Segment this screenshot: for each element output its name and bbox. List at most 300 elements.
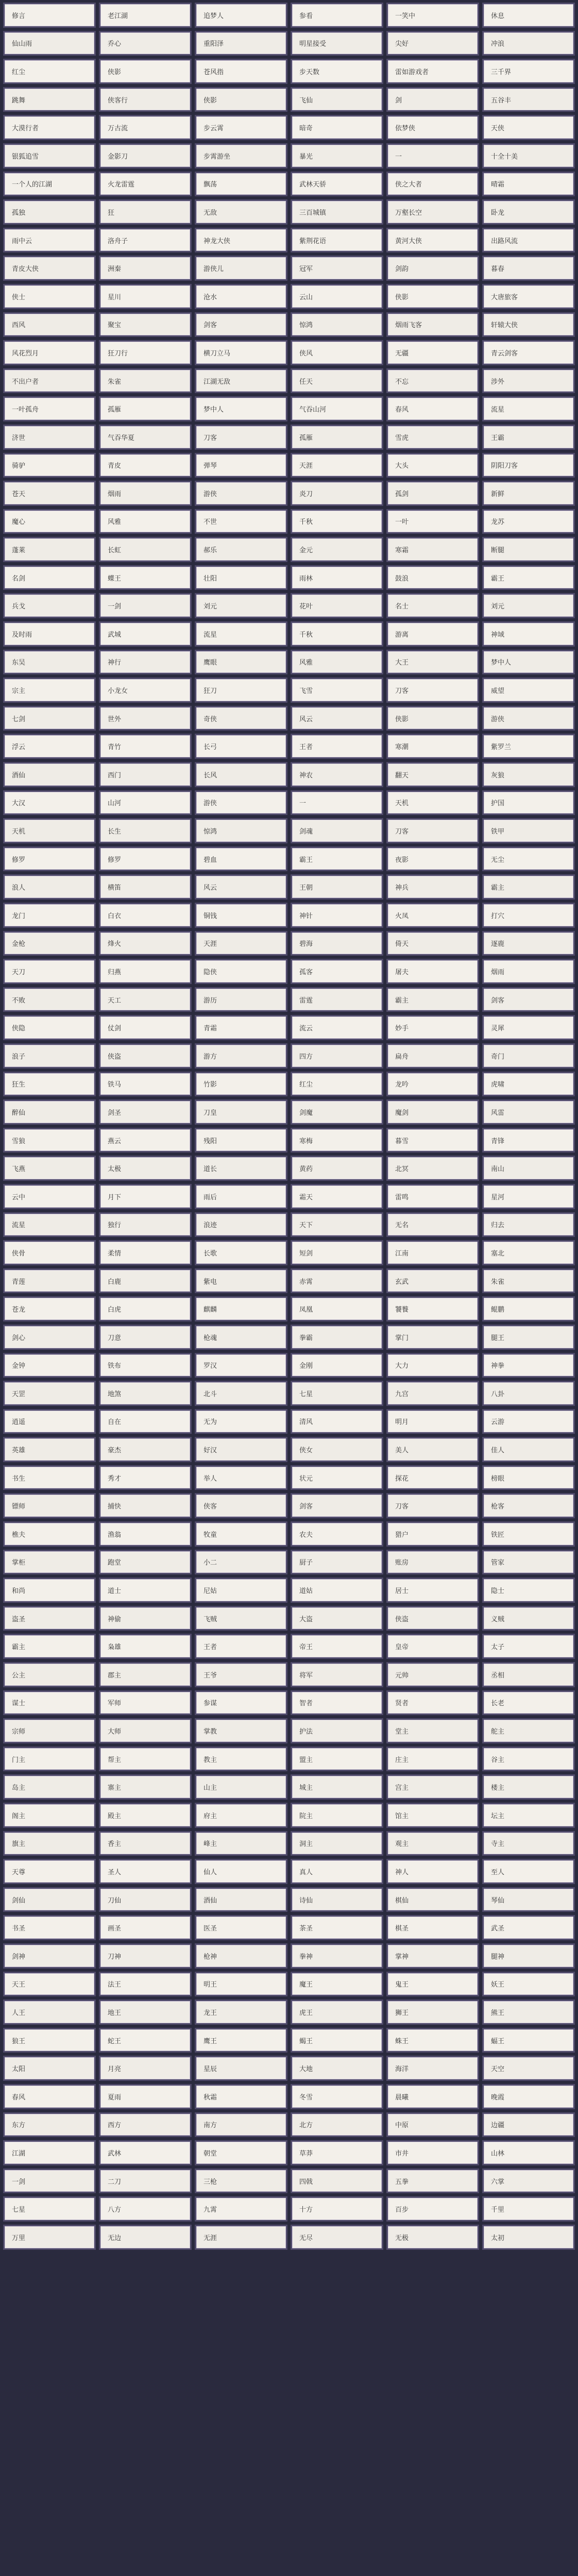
grid-cell[interactable]	[99, 2028, 192, 2053]
grid-cell[interactable]	[3, 2028, 96, 2053]
grid-cell[interactable]	[195, 1072, 287, 1097]
grid-cell[interactable]	[99, 818, 192, 843]
grid-cell[interactable]	[195, 846, 287, 872]
grid-cell[interactable]	[99, 3, 192, 28]
grid-cell[interactable]	[482, 1493, 575, 1518]
grid-cell[interactable]	[195, 1184, 287, 1209]
grid-cell[interactable]	[291, 59, 383, 84]
grid-cell[interactable]	[291, 115, 383, 140]
grid-cell[interactable]	[386, 1465, 479, 1490]
grid-cell[interactable]	[482, 565, 575, 590]
grid-cell[interactable]	[99, 1043, 192, 1069]
grid-cell[interactable]	[99, 1859, 192, 1884]
grid-cell[interactable]	[291, 1831, 383, 1856]
grid-cell[interactable]	[99, 1634, 192, 1659]
grid-cell[interactable]	[386, 425, 479, 450]
grid-cell[interactable]	[386, 677, 479, 703]
grid-cell[interactable]	[3, 425, 96, 450]
grid-cell[interactable]	[195, 509, 287, 534]
grid-cell[interactable]	[482, 1999, 575, 2025]
grid-cell[interactable]	[482, 1128, 575, 1153]
grid-cell[interactable]	[99, 1493, 192, 1518]
grid-cell[interactable]	[386, 340, 479, 365]
grid-cell[interactable]	[386, 1437, 479, 1462]
grid-cell[interactable]	[99, 1803, 192, 1828]
grid-cell[interactable]	[291, 1718, 383, 1743]
grid-cell[interactable]	[3, 1521, 96, 1547]
grid-cell[interactable]	[482, 1240, 575, 1265]
grid-cell[interactable]	[3, 1353, 96, 1378]
grid-cell[interactable]	[291, 453, 383, 478]
grid-cell[interactable]	[386, 199, 479, 225]
grid-cell[interactable]	[3, 1718, 96, 1743]
grid-cell[interactable]	[291, 199, 383, 225]
grid-cell[interactable]	[3, 3, 96, 28]
grid-cell[interactable]	[291, 312, 383, 337]
grid-cell[interactable]	[3, 1325, 96, 1350]
grid-cell[interactable]	[482, 1521, 575, 1547]
grid-cell[interactable]	[99, 2084, 192, 2109]
grid-cell[interactable]	[195, 1578, 287, 1603]
grid-cell[interactable]	[3, 1550, 96, 1575]
grid-cell[interactable]	[99, 453, 192, 478]
grid-cell[interactable]	[386, 1774, 479, 1800]
grid-cell[interactable]	[386, 284, 479, 309]
grid-cell[interactable]	[195, 340, 287, 365]
grid-cell[interactable]	[386, 31, 479, 56]
grid-cell[interactable]	[99, 2168, 192, 2194]
grid-cell[interactable]	[3, 2140, 96, 2165]
grid-cell[interactable]	[291, 228, 383, 253]
grid-cell[interactable]	[3, 650, 96, 675]
grid-cell[interactable]	[99, 1072, 192, 1097]
grid-cell[interactable]	[3, 199, 96, 225]
grid-cell[interactable]	[386, 593, 479, 618]
grid-cell[interactable]	[386, 846, 479, 872]
grid-cell[interactable]	[195, 959, 287, 984]
grid-cell[interactable]	[482, 199, 575, 225]
grid-cell[interactable]	[482, 2140, 575, 2165]
grid-cell[interactable]	[99, 1381, 192, 1406]
grid-cell[interactable]	[291, 790, 383, 816]
grid-cell[interactable]	[99, 31, 192, 56]
grid-cell[interactable]	[99, 1521, 192, 1547]
grid-cell[interactable]	[195, 593, 287, 618]
grid-cell[interactable]	[386, 565, 479, 590]
grid-cell[interactable]	[386, 1550, 479, 1575]
grid-cell[interactable]	[99, 734, 192, 759]
grid-cell[interactable]	[482, 1156, 575, 1181]
grid-cell[interactable]	[482, 143, 575, 168]
grid-cell[interactable]	[99, 593, 192, 618]
grid-cell[interactable]	[3, 621, 96, 647]
grid-cell[interactable]	[3, 734, 96, 759]
grid-cell[interactable]	[386, 2056, 479, 2081]
grid-cell[interactable]	[195, 284, 287, 309]
grid-cell[interactable]	[291, 1803, 383, 1828]
grid-cell[interactable]	[3, 2112, 96, 2138]
grid-cell[interactable]	[291, 874, 383, 900]
grid-cell[interactable]	[291, 1381, 383, 1406]
grid-cell[interactable]	[3, 959, 96, 984]
grid-cell[interactable]	[386, 1015, 479, 1040]
grid-cell[interactable]	[291, 1437, 383, 1462]
grid-cell[interactable]	[386, 1943, 479, 1969]
grid-cell[interactable]	[195, 621, 287, 647]
grid-cell[interactable]	[482, 1381, 575, 1406]
grid-cell[interactable]	[291, 1072, 383, 1097]
grid-cell[interactable]	[386, 959, 479, 984]
grid-cell[interactable]	[195, 1521, 287, 1547]
grid-cell[interactable]	[3, 2056, 96, 2081]
grid-cell[interactable]	[291, 1634, 383, 1659]
grid-cell[interactable]	[482, 903, 575, 928]
grid-cell[interactable]	[195, 987, 287, 1012]
grid-cell[interactable]	[99, 1409, 192, 1434]
grid-cell[interactable]	[386, 1578, 479, 1603]
grid-cell[interactable]	[3, 340, 96, 365]
grid-cell[interactable]	[482, 1606, 575, 1631]
grid-cell[interactable]	[3, 228, 96, 253]
grid-cell[interactable]	[386, 1296, 479, 1321]
grid-cell[interactable]	[195, 2225, 287, 2250]
grid-cell[interactable]	[99, 1296, 192, 1321]
grid-cell[interactable]	[386, 1156, 479, 1181]
grid-cell[interactable]	[195, 368, 287, 394]
grid-cell[interactable]	[482, 1550, 575, 1575]
grid-cell[interactable]	[291, 3, 383, 28]
grid-cell[interactable]	[386, 228, 479, 253]
grid-cell[interactable]	[195, 2140, 287, 2165]
grid-cell[interactable]	[3, 312, 96, 337]
grid-cell[interactable]	[386, 59, 479, 84]
grid-cell[interactable]	[99, 903, 192, 928]
grid-cell[interactable]	[195, 1662, 287, 1687]
grid-cell[interactable]	[195, 931, 287, 956]
grid-cell[interactable]	[195, 143, 287, 168]
grid-cell[interactable]	[195, 1915, 287, 1940]
grid-cell[interactable]	[291, 621, 383, 647]
grid-cell[interactable]	[99, 1156, 192, 1181]
grid-cell[interactable]	[482, 3, 575, 28]
grid-cell[interactable]	[99, 368, 192, 394]
grid-cell[interactable]	[386, 706, 479, 731]
grid-cell[interactable]	[386, 1718, 479, 1743]
grid-cell[interactable]	[482, 2168, 575, 2194]
grid-cell[interactable]	[195, 228, 287, 253]
grid-cell[interactable]	[3, 1859, 96, 1884]
grid-cell[interactable]	[99, 959, 192, 984]
grid-cell[interactable]	[195, 2028, 287, 2053]
grid-cell[interactable]	[99, 650, 192, 675]
grid-cell[interactable]	[195, 1999, 287, 2025]
grid-cell[interactable]	[195, 1943, 287, 1969]
grid-cell[interactable]	[99, 987, 192, 1012]
grid-cell[interactable]	[386, 1690, 479, 1716]
grid-cell[interactable]	[195, 1747, 287, 1772]
grid-cell[interactable]	[482, 1915, 575, 1940]
grid-cell[interactable]	[386, 172, 479, 197]
grid-cell[interactable]	[291, 903, 383, 928]
grid-cell[interactable]	[3, 874, 96, 900]
grid-cell[interactable]	[291, 1747, 383, 1772]
grid-cell[interactable]	[3, 1409, 96, 1434]
grid-cell[interactable]	[195, 706, 287, 731]
grid-cell[interactable]	[99, 1099, 192, 1125]
grid-cell[interactable]	[291, 1578, 383, 1603]
grid-cell[interactable]	[482, 621, 575, 647]
grid-cell[interactable]	[99, 1774, 192, 1800]
grid-cell[interactable]	[386, 874, 479, 900]
grid-cell[interactable]	[482, 1578, 575, 1603]
grid-cell[interactable]	[291, 2168, 383, 2194]
grid-cell[interactable]	[386, 734, 479, 759]
grid-cell[interactable]	[482, 228, 575, 253]
grid-cell[interactable]	[291, 2028, 383, 2053]
grid-cell[interactable]	[482, 1325, 575, 1350]
grid-cell[interactable]	[3, 1634, 96, 1659]
grid-cell[interactable]	[291, 1212, 383, 1238]
grid-cell[interactable]	[99, 1831, 192, 1856]
grid-cell[interactable]	[386, 790, 479, 816]
grid-cell[interactable]	[386, 1184, 479, 1209]
grid-cell[interactable]	[195, 762, 287, 787]
grid-cell[interactable]	[291, 593, 383, 618]
grid-cell[interactable]	[386, 1043, 479, 1069]
grid-cell[interactable]	[99, 284, 192, 309]
grid-cell[interactable]	[99, 1943, 192, 1969]
grid-cell[interactable]	[482, 818, 575, 843]
grid-cell[interactable]	[386, 1747, 479, 1772]
grid-cell[interactable]	[386, 987, 479, 1012]
grid-cell[interactable]	[291, 1099, 383, 1125]
grid-cell[interactable]	[482, 931, 575, 956]
grid-cell[interactable]	[386, 1999, 479, 2025]
grid-cell[interactable]	[99, 1578, 192, 1603]
grid-cell[interactable]	[386, 87, 479, 112]
grid-cell[interactable]	[99, 481, 192, 506]
grid-cell[interactable]	[3, 1268, 96, 1294]
grid-cell[interactable]	[291, 1184, 383, 1209]
grid-cell[interactable]	[195, 1268, 287, 1294]
grid-cell[interactable]	[3, 284, 96, 309]
grid-cell[interactable]	[99, 1240, 192, 1265]
grid-cell[interactable]	[291, 537, 383, 562]
grid-cell[interactable]	[291, 1240, 383, 1265]
grid-cell[interactable]	[291, 1943, 383, 1969]
grid-cell[interactable]	[3, 593, 96, 618]
grid-cell[interactable]	[195, 1296, 287, 1321]
grid-cell[interactable]	[482, 340, 575, 365]
grid-cell[interactable]	[386, 537, 479, 562]
grid-cell[interactable]	[99, 340, 192, 365]
grid-cell[interactable]	[195, 172, 287, 197]
grid-cell[interactable]	[3, 987, 96, 1012]
grid-cell[interactable]	[195, 3, 287, 28]
grid-cell[interactable]	[291, 1156, 383, 1181]
grid-cell[interactable]	[386, 1521, 479, 1547]
grid-cell[interactable]	[195, 31, 287, 56]
grid-cell[interactable]	[291, 818, 383, 843]
grid-cell[interactable]	[386, 621, 479, 647]
grid-cell[interactable]	[195, 256, 287, 281]
grid-cell[interactable]	[386, 1353, 479, 1378]
grid-cell[interactable]	[99, 931, 192, 956]
grid-cell[interactable]	[99, 1212, 192, 1238]
grid-cell[interactable]	[3, 1999, 96, 2025]
grid-cell[interactable]	[386, 762, 479, 787]
grid-cell[interactable]	[386, 143, 479, 168]
grid-cell[interactable]	[386, 1381, 479, 1406]
grid-cell[interactable]	[291, 2196, 383, 2222]
grid-cell[interactable]	[386, 396, 479, 421]
grid-cell[interactable]	[291, 1606, 383, 1631]
grid-cell[interactable]	[195, 1409, 287, 1434]
grid-cell[interactable]	[291, 172, 383, 197]
grid-cell[interactable]	[3, 1972, 96, 1997]
grid-cell[interactable]	[3, 1606, 96, 1631]
grid-cell[interactable]	[386, 3, 479, 28]
grid-cell[interactable]	[99, 396, 192, 421]
grid-cell[interactable]	[291, 1465, 383, 1490]
grid-cell[interactable]	[386, 115, 479, 140]
grid-cell[interactable]	[3, 256, 96, 281]
grid-cell[interactable]	[99, 425, 192, 450]
grid-cell[interactable]	[3, 143, 96, 168]
grid-cell[interactable]	[195, 1774, 287, 1800]
grid-cell[interactable]	[195, 1606, 287, 1631]
grid-cell[interactable]	[386, 2168, 479, 2194]
grid-cell[interactable]	[99, 621, 192, 647]
grid-cell[interactable]	[291, 846, 383, 872]
grid-cell[interactable]	[3, 1747, 96, 1772]
grid-cell[interactable]	[99, 1325, 192, 1350]
grid-cell[interactable]	[195, 1831, 287, 1856]
grid-cell[interactable]	[99, 1747, 192, 1772]
grid-cell[interactable]	[291, 1550, 383, 1575]
grid-cell[interactable]	[3, 1240, 96, 1265]
grid-cell[interactable]	[291, 1690, 383, 1716]
grid-cell[interactable]	[386, 453, 479, 478]
grid-cell[interactable]	[482, 453, 575, 478]
grid-cell[interactable]	[386, 1859, 479, 1884]
grid-cell[interactable]	[291, 1972, 383, 1997]
grid-cell[interactable]	[99, 2112, 192, 2138]
grid-cell[interactable]	[195, 650, 287, 675]
grid-cell[interactable]	[195, 1240, 287, 1265]
grid-cell[interactable]	[386, 1887, 479, 1912]
grid-cell[interactable]	[3, 1437, 96, 1462]
grid-cell[interactable]	[99, 87, 192, 112]
grid-cell[interactable]	[482, 2225, 575, 2250]
grid-cell[interactable]	[3, 1156, 96, 1181]
grid-cell[interactable]	[3, 509, 96, 534]
grid-cell[interactable]	[3, 1578, 96, 1603]
grid-cell[interactable]	[3, 677, 96, 703]
grid-cell[interactable]	[195, 1381, 287, 1406]
grid-cell[interactable]	[99, 2196, 192, 2222]
grid-cell[interactable]	[195, 537, 287, 562]
grid-cell[interactable]	[3, 762, 96, 787]
grid-cell[interactable]	[99, 537, 192, 562]
grid-cell[interactable]	[482, 59, 575, 84]
grid-cell[interactable]	[482, 537, 575, 562]
grid-cell[interactable]	[386, 481, 479, 506]
grid-cell[interactable]	[291, 1859, 383, 1884]
grid-cell[interactable]	[482, 734, 575, 759]
grid-cell[interactable]	[195, 1493, 287, 1518]
grid-cell[interactable]	[482, 2196, 575, 2222]
grid-cell[interactable]	[195, 1859, 287, 1884]
grid-cell[interactable]	[195, 1718, 287, 1743]
grid-cell[interactable]	[386, 2225, 479, 2250]
grid-cell[interactable]	[195, 481, 287, 506]
grid-cell[interactable]	[386, 368, 479, 394]
grid-cell[interactable]	[482, 959, 575, 984]
grid-cell[interactable]	[3, 1465, 96, 1490]
grid-cell[interactable]	[291, 2056, 383, 2081]
grid-cell[interactable]	[3, 1296, 96, 1321]
grid-cell[interactable]	[291, 1325, 383, 1350]
grid-cell[interactable]	[482, 762, 575, 787]
grid-cell[interactable]	[195, 1972, 287, 1997]
grid-cell[interactable]	[195, 1099, 287, 1125]
grid-cell[interactable]	[482, 1831, 575, 1856]
grid-cell[interactable]	[482, 1072, 575, 1097]
grid-cell[interactable]	[195, 903, 287, 928]
grid-cell[interactable]	[386, 509, 479, 534]
grid-cell[interactable]	[3, 2196, 96, 2222]
grid-cell[interactable]	[3, 1184, 96, 1209]
grid-cell[interactable]	[482, 1690, 575, 1716]
grid-cell[interactable]	[386, 1634, 479, 1659]
grid-cell[interactable]	[3, 481, 96, 506]
grid-cell[interactable]	[291, 1015, 383, 1040]
grid-cell[interactable]	[195, 2056, 287, 2081]
grid-cell[interactable]	[3, 1099, 96, 1125]
grid-cell[interactable]	[482, 312, 575, 337]
grid-cell[interactable]	[195, 1690, 287, 1716]
grid-cell[interactable]	[291, 1043, 383, 1069]
grid-cell[interactable]	[3, 1831, 96, 1856]
grid-cell[interactable]	[291, 87, 383, 112]
grid-cell[interactable]	[99, 2225, 192, 2250]
grid-cell[interactable]	[195, 1128, 287, 1153]
grid-cell[interactable]	[3, 1128, 96, 1153]
grid-cell[interactable]	[386, 2140, 479, 2165]
grid-cell[interactable]	[291, 1999, 383, 2025]
grid-cell[interactable]	[291, 734, 383, 759]
grid-cell[interactable]	[386, 1662, 479, 1687]
grid-cell[interactable]	[482, 650, 575, 675]
grid-cell[interactable]	[291, 340, 383, 365]
grid-cell[interactable]	[482, 1465, 575, 1490]
grid-cell[interactable]	[291, 987, 383, 1012]
grid-cell[interactable]	[482, 1437, 575, 1462]
grid-cell[interactable]	[482, 1859, 575, 1884]
grid-cell[interactable]	[3, 59, 96, 84]
grid-cell[interactable]	[3, 931, 96, 956]
grid-cell[interactable]	[99, 790, 192, 816]
grid-cell[interactable]	[99, 2056, 192, 2081]
grid-cell[interactable]	[99, 874, 192, 900]
grid-cell[interactable]	[291, 481, 383, 506]
grid-cell[interactable]	[195, 677, 287, 703]
grid-cell[interactable]	[386, 1099, 479, 1125]
grid-cell[interactable]	[291, 2225, 383, 2250]
grid-cell[interactable]	[482, 1972, 575, 1997]
grid-cell[interactable]	[99, 2140, 192, 2165]
